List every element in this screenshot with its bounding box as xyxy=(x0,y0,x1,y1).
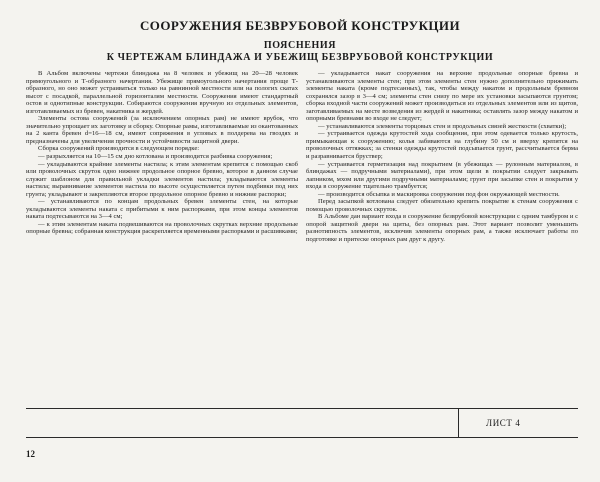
paragraph: Перед засыпкой котлована следует обязательно крепить покрытие к стенам сооружения с помощью проволочных скруток. xyxy=(306,198,578,213)
list-item: — устраивается одежда крутостей хода сообщения, при этом одевается только крутость, примыкающая к сооружению; колья забиваются на глубину 50 см и вверху крепятся на проволочных оттяжках; за стенки одежды крутостей подсыпается грунт, рассчитывается берма и разравнивается бруствер; xyxy=(306,130,578,161)
list-item: — укладывается накат сооружения на верхние продольные опорные бревна и устанавливаются элементы стен; при этом элементы стен нужно дополнительно прижимать элементы наката (кроме подтесанных), так, чтобы между накатом и продольным бревном сохранялся зазор в 3—4 см; элементы стен снизу по мере их установки засыпаются грунтом; сборка входной части сооружений может производиться из отдельных элементов или из щитов, заготавливаемых на месте возведения из жердей и накатника; оставлять зазор между накатом и опорными бревнами во входе не следует; xyxy=(306,70,578,123)
paragraph: Элементы остова сооружений (за исключением опорных рам) не имеют врубок, что значительно упрощает их заготовку и сборку. Опорные рамы, изготавливаемые из окантованных на 2 канта бревен d=16—18 см, имеют сопряжения в угловых в полдерева на гвоздях и предназначены для увеличения прочности и устойчивости защитной двери. xyxy=(26,115,298,145)
title-block-bottom-rule xyxy=(26,437,578,438)
left-text-column xyxy=(26,70,298,236)
page-title: СООРУЖЕНИЯ БЕЗВРУБОВОЙ КОНСТРУКЦИИ xyxy=(140,18,460,33)
paragraph: В Альбоме дан вариант входа в сооружение безврубовой конструкции с одним тамбуром и с опорой защитной двери на щиты, без опорных рам. Этот вариант позволит уменьшить разнотипность элементов, исключив элементы опорных рам, а также исключает работы по подготовке и притеске опорных рам друг к другу. xyxy=(306,213,578,244)
sheet-label: ЛИСТ 4 xyxy=(486,418,521,428)
section-subheading: К ЧЕРТЕЖАМ БЛИНДАЖА И УБЕЖИЩ БЕЗВРУБОВОЙ КОНСТРУКЦИИ xyxy=(106,52,494,63)
list-item: — к этим элементам наката подвешиваются на проволочных скрутках верхние продольные опорные бревна; собранная конструкция раскрепляется временными распорками и расшивками; xyxy=(26,220,298,236)
list-item: — устраивается герметизация над покрытием (в убежищах — рулонным материалом, в блиндажах — подручными материалами), при этом щели в покрытии следует закрывать лапником, мхом или другими подручными материалами; грунт при засыпке стен и покрытия у входа в сооружение тщательно трамбуется; xyxy=(306,160,578,191)
list-item: — устанавливаются по концам продольных бревен элементы стен, на которые укладываются элементы наката с прибитыми к ним распорками, при этом концы элементов наката подтесываются на 3—4 см; xyxy=(26,198,298,221)
list-item: — разрыхляется на 10—15 см дно котлована и производится разбивка сооружения; xyxy=(38,153,273,161)
page-number: 12 xyxy=(26,449,35,459)
paragraph: Сборка сооружений производится в следующем порядке: xyxy=(38,145,200,153)
list-item: — укладываются крайние элементы настила; к этим элементам крепится с помощью скоб или проволочных скруток одно нижнее продольное опорное бревно, которое в данном случае служит шаблоном для правильной укладки элементов настила; укладываются элементы настила; выравнивание элементов настила по высоте осуществляется путем подбивки под них грунта; укладывают и закрепляются второе продольное опорное бревно и нижние распорки; xyxy=(26,160,298,198)
section-heading: ПОЯСНЕНИЯ xyxy=(263,40,337,51)
list-item: — производится обсыпка и маскировка сооружения под фон окружающей местности. xyxy=(318,190,560,198)
right-text-column xyxy=(306,70,578,244)
list-item: — устанавливаются элементы торцовых стен и продольных связей жесткости (схватки); xyxy=(318,122,567,130)
paragraph: В Альбом включены чертежи блиндажа на 8 человек и убежищ на 20—28 человек прямоугольного и Т-образного начертания. Убежище прямоугольного начертания проще Т-образного, но оно может устраиваться только на равнинной местности или на пологих скатах высот с посадкой, параллельной горизонталям местности. Сооружения имеют стандартный остов и однотипные конструкции. Собираются сооружения вручную из отдельных элементов, изготавливаемых из бревен, накатника и жердей. xyxy=(26,70,298,115)
